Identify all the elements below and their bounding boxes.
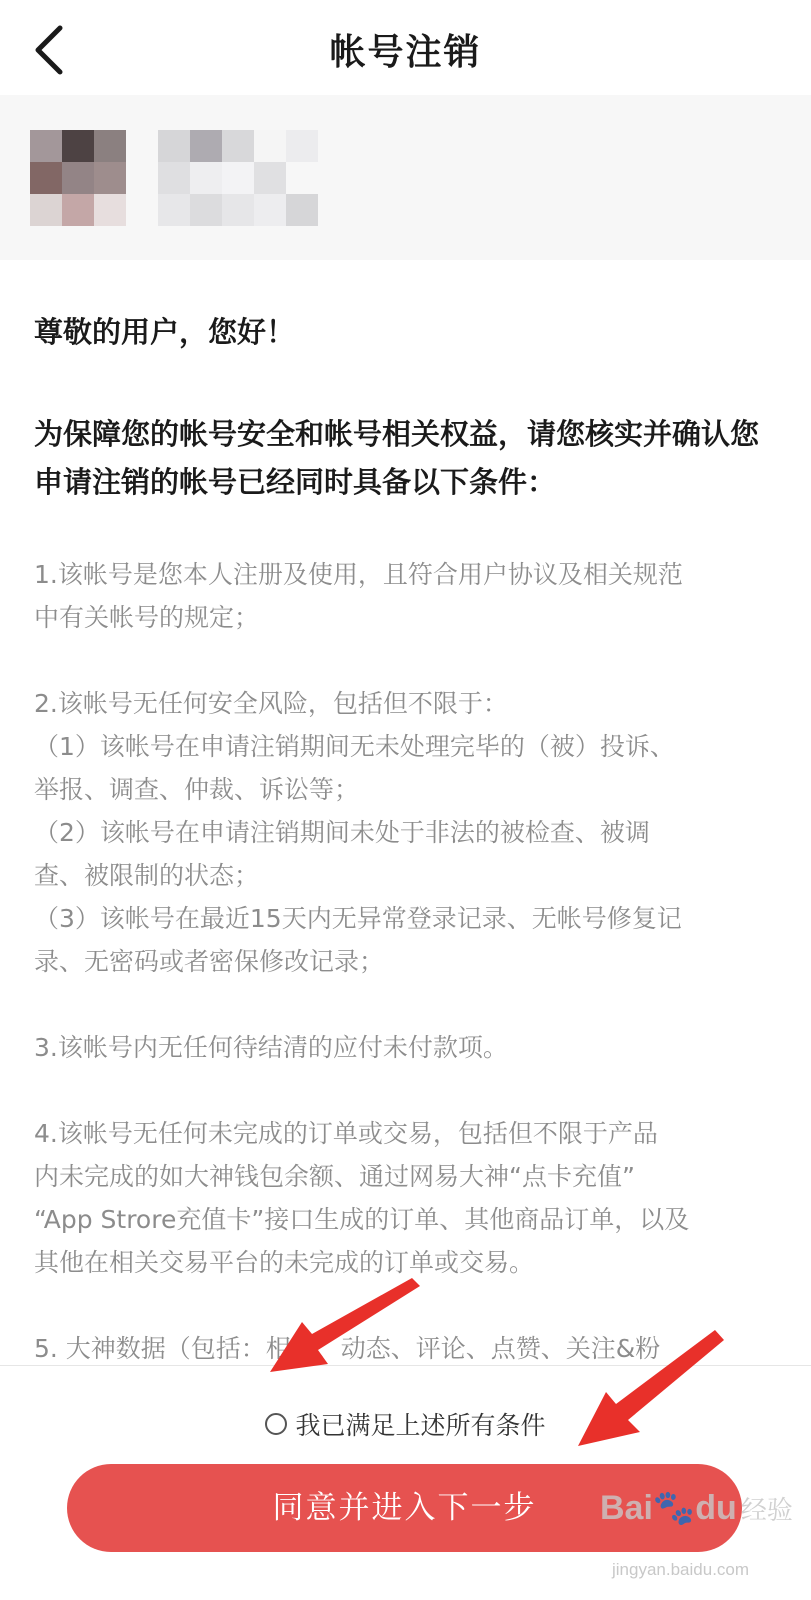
terms-line: 1.该帐号是您本人注册及使用，且符合用户协议及相关规范: [34, 560, 683, 589]
terms-line: 4.该帐号无任何未完成的订单或交易，包括但不限于产品: [34, 1119, 658, 1148]
terms-line: 中有关帐号的规定；: [34, 603, 260, 632]
terms-line: 2.该帐号无任何安全风险，包括但不限于：: [34, 689, 508, 718]
agree-next-button[interactable]: 同意并进入下一步: [67, 1464, 742, 1552]
annotation-arrow-right: [578, 1330, 724, 1446]
terms-line: （3）该帐号在最近15天内无异常登录记录、无帐号修复记: [34, 904, 682, 933]
terms-line: （2）该帐号在申请注销期间未处于非法的被检查、被调: [34, 818, 650, 847]
greeting-heading: 尊敬的用户，您好！: [34, 315, 296, 349]
terms-line: 5. 大神数据（包括：相册、动态、评论、点赞、关注&粉: [34, 1334, 661, 1363]
terms-line: 举报、调查、仲裁、诉讼等；: [34, 775, 360, 804]
page-title: 帐号注销: [329, 32, 482, 73]
terms-line: 内未完成的如大神钱包余额、通过网易大神“点卡充值”: [34, 1162, 635, 1191]
baidu-watermark: [600, 1488, 793, 1528]
terms-line: 查、被限制的状态；: [34, 861, 260, 890]
terms-line: “App Strore充值卡”接口生成的订单、其他商品订单，以及: [34, 1205, 690, 1234]
terms-line: （1）该帐号在申请注销期间无未处理完毕的（被）投诉、: [34, 732, 675, 761]
paw-icon: 🐾: [652, 1489, 696, 1527]
terms-line: 其他在相关交易平台的未完成的订单或交易。: [34, 1248, 535, 1277]
watermark-text: 经验: [740, 1496, 793, 1526]
intro-paragraph: 为保障您的帐号安全和帐号相关权益，请您核实并确认您申请注销的帐号已经同时具备以下条件：: [34, 417, 760, 499]
annotation-arrow-left: [270, 1278, 420, 1372]
watermark-logo: Bai: [600, 1489, 653, 1527]
watermark-url: jingyan.baidu.com: [612, 1560, 750, 1579]
terms-line: 3.该帐号内无任何待结清的应付未付款项。: [34, 1033, 508, 1062]
terms-line: 录、无密码或者密保修改记录；: [34, 947, 385, 976]
agree-label[interactable]: 我已满足上述所有条件: [295, 1411, 546, 1440]
watermark-logo-suffix: du: [695, 1489, 737, 1527]
